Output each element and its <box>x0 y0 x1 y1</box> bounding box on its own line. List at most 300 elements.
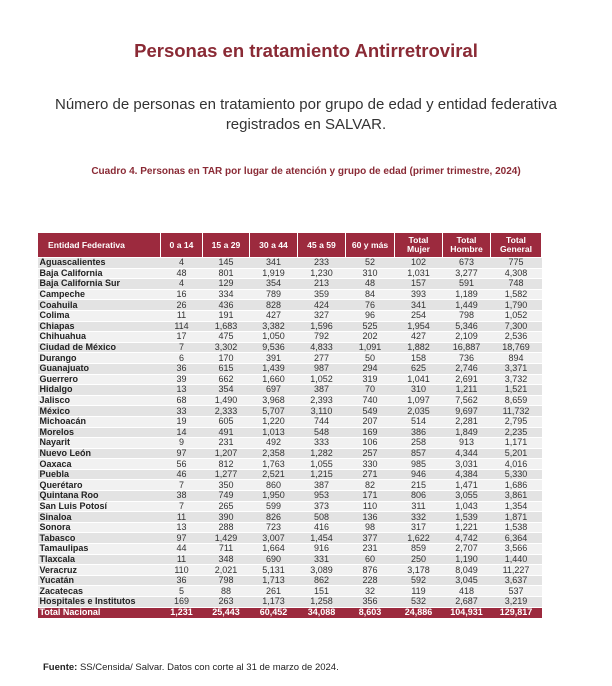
table-cell: 549 <box>346 406 395 417</box>
table-cell: 2,021 <box>203 565 250 576</box>
table-cell: 1,211 <box>443 385 491 396</box>
table-cell: 294 <box>346 363 395 374</box>
table-cell: 1,538 <box>491 522 542 533</box>
table-cell: 748 <box>491 279 542 290</box>
table-cell: 3,968 <box>250 395 298 406</box>
table-cell: 736 <box>443 353 491 364</box>
total-cell: 1,231 <box>161 607 203 618</box>
table-cell: 1,052 <box>298 374 346 385</box>
table-cell: 1,454 <box>298 533 346 544</box>
table-cell: 84 <box>346 289 395 300</box>
table-cell: 806 <box>395 491 443 502</box>
table-cell: 4,308 <box>491 268 542 279</box>
table-cell: 1,871 <box>491 512 542 523</box>
total-cell: 104,931 <box>443 607 491 618</box>
table-cell: 333 <box>298 438 346 449</box>
table-cell: 56 <box>161 459 203 470</box>
table-cell: 1,660 <box>250 374 298 385</box>
table-cell: 354 <box>203 385 250 396</box>
table-cell: 38 <box>161 491 203 502</box>
table-cell: 50 <box>346 353 395 364</box>
table-cell: 3,637 <box>491 575 542 586</box>
table-cell: 257 <box>346 448 395 459</box>
entity-name: Baja California <box>38 268 161 279</box>
table-cell: 2,746 <box>443 363 491 374</box>
table-cell: 1,449 <box>443 300 491 311</box>
table-cell: 6 <box>161 353 203 364</box>
table-row <box>38 565 542 576</box>
table-cell: 1,031 <box>395 268 443 279</box>
table-cell: 436 <box>203 300 250 311</box>
table-cell: 3,861 <box>491 491 542 502</box>
table-cell: 913 <box>443 438 491 449</box>
table-cell: 233 <box>298 258 346 269</box>
table-cell: 5,131 <box>250 565 298 576</box>
table-cell: 740 <box>346 395 395 406</box>
total-cell: 34,088 <box>298 607 346 618</box>
table-cell: 1,282 <box>298 448 346 459</box>
table-cell: 36 <box>161 575 203 586</box>
table-row <box>38 501 542 512</box>
table-cell: 354 <box>250 279 298 290</box>
entity-name: Coahuila <box>38 300 161 311</box>
table-row <box>38 544 542 555</box>
table-cell: 1,622 <box>395 533 443 544</box>
table-cell: 5,201 <box>491 448 542 459</box>
entity-name: Veracruz <box>38 565 161 576</box>
entity-name: Guanajuato <box>38 363 161 374</box>
table-cell: 3,277 <box>443 268 491 279</box>
table-cell: 514 <box>395 416 443 427</box>
header-45-59: 45 a 59 <box>298 233 346 258</box>
table-cell: 537 <box>491 586 542 597</box>
table-cell: 4 <box>161 279 203 290</box>
table-cell: 1,207 <box>203 448 250 459</box>
table-cell: 96 <box>346 310 395 321</box>
table-cell: 26 <box>161 300 203 311</box>
tar-table <box>37 232 542 618</box>
source-footnote <box>43 662 339 673</box>
table-cell: 169 <box>346 427 395 438</box>
table-row <box>38 480 542 491</box>
table-cell: 97 <box>161 533 203 544</box>
table-cell: 4 <box>161 258 203 269</box>
table-cell: 953 <box>298 491 346 502</box>
table-cell: 475 <box>203 332 250 343</box>
table-row <box>38 385 542 396</box>
table-cell: 215 <box>395 480 443 491</box>
header-60-mas: 60 y más <box>346 233 395 258</box>
table-cell: 191 <box>203 310 250 321</box>
table-cell: 311 <box>395 501 443 512</box>
table-cell: 5,346 <box>443 321 491 332</box>
entity-name: Morelos <box>38 427 161 438</box>
header-15-29: 15 a 29 <box>203 233 250 258</box>
table-cell: 491 <box>203 427 250 438</box>
table-cell: 39 <box>161 374 203 385</box>
table-cell: 110 <box>346 501 395 512</box>
table-cell: 532 <box>395 597 443 608</box>
entity-name: Hospitales e Institutos <box>38 597 161 608</box>
table-cell: 7 <box>161 480 203 491</box>
header-0-14: 0 a 14 <box>161 233 203 258</box>
table-cell: 2,333 <box>203 406 250 417</box>
table-cell: 711 <box>203 544 250 555</box>
table-cell: 258 <box>395 438 443 449</box>
entity-name: Guerrero <box>38 374 161 385</box>
table-cell: 341 <box>250 258 298 269</box>
table-cell: 11 <box>161 310 203 321</box>
table-cell: 1,882 <box>395 342 443 353</box>
table-cell: 1,439 <box>250 363 298 374</box>
entity-name: Querétaro <box>38 480 161 491</box>
table-cell: 3,219 <box>491 597 542 608</box>
table-cell: 231 <box>203 438 250 449</box>
table-cell: 1,354 <box>491 501 542 512</box>
total-cell: 8,603 <box>346 607 395 618</box>
table-cell: 390 <box>203 512 250 523</box>
table-cell: 3,031 <box>443 459 491 470</box>
table-cell: 170 <box>203 353 250 364</box>
table-cell: 157 <box>395 279 443 290</box>
entity-name: Hidalgo <box>38 385 161 396</box>
table-row <box>38 406 542 417</box>
table-cell: 202 <box>346 332 395 343</box>
table-cell: 592 <box>395 575 443 586</box>
table-cell: 798 <box>443 310 491 321</box>
table-cell: 228 <box>346 575 395 586</box>
table-cell: 97 <box>161 448 203 459</box>
table-cell: 7,300 <box>491 321 542 332</box>
table-row <box>38 491 542 502</box>
table-cell: 387 <box>298 385 346 396</box>
table-header-row <box>38 233 542 258</box>
table-body <box>38 258 542 608</box>
table-cell: 690 <box>250 554 298 565</box>
table-cell: 250 <box>395 554 443 565</box>
entity-name: Ciudad de México <box>38 342 161 353</box>
table-cell: 1,221 <box>443 522 491 533</box>
table-cell: 2,521 <box>250 469 298 480</box>
table-cell: 508 <box>298 512 346 523</box>
table-cell: 1,440 <box>491 554 542 565</box>
table-cell: 11,732 <box>491 406 542 417</box>
table-cell: 605 <box>203 416 250 427</box>
table-row <box>38 522 542 533</box>
table-cell: 723 <box>250 522 298 533</box>
table-cell: 916 <box>298 544 346 555</box>
table-cell: 263 <box>203 597 250 608</box>
table-cell: 427 <box>395 332 443 343</box>
table-cell: 373 <box>298 501 346 512</box>
entity-name: Jalisco <box>38 395 161 406</box>
table-cell: 1,013 <box>250 427 298 438</box>
table-cell: 11 <box>161 554 203 565</box>
table-cell: 330 <box>346 459 395 470</box>
table-cell: 231 <box>346 544 395 555</box>
table-cell: 1,173 <box>250 597 298 608</box>
table-cell: 859 <box>395 544 443 555</box>
table-cell: 271 <box>346 469 395 480</box>
table-row <box>38 268 542 279</box>
table-row <box>38 554 542 565</box>
table-cell: 277 <box>298 353 346 364</box>
table-cell: 9,697 <box>443 406 491 417</box>
table-cell: 88 <box>203 586 250 597</box>
table-cell: 1,190 <box>443 554 491 565</box>
table-cell: 265 <box>203 501 250 512</box>
table-cell: 985 <box>395 459 443 470</box>
table-cell: 673 <box>443 258 491 269</box>
table-cell: 4,344 <box>443 448 491 459</box>
table-row <box>38 469 542 480</box>
table-cell: 1,041 <box>395 374 443 385</box>
table-cell: 792 <box>298 332 346 343</box>
table-row <box>38 459 542 470</box>
table-cell: 987 <box>298 363 346 374</box>
table-cell: 2,795 <box>491 416 542 427</box>
table-cell: 46 <box>161 469 203 480</box>
table-cell: 110 <box>161 565 203 576</box>
table-cell: 828 <box>250 300 298 311</box>
table-cell: 3,302 <box>203 342 250 353</box>
table-cell: 254 <box>395 310 443 321</box>
table-cell: 744 <box>298 416 346 427</box>
table-cell: 1,220 <box>250 416 298 427</box>
table-cell: 2,235 <box>491 427 542 438</box>
table-cell: 697 <box>250 385 298 396</box>
table-cell: 310 <box>395 385 443 396</box>
entity-name: Chihuahua <box>38 332 161 343</box>
table-cell: 11 <box>161 512 203 523</box>
table-cell: 33 <box>161 406 203 417</box>
table-cell: 98 <box>346 522 395 533</box>
table-row <box>38 448 542 459</box>
table-cell: 13 <box>161 522 203 533</box>
header-total-general: Total General <box>491 233 542 258</box>
table-cell: 387 <box>298 480 346 491</box>
table-cell: 76 <box>346 300 395 311</box>
table-cell: 288 <box>203 522 250 533</box>
table-cell: 14 <box>161 427 203 438</box>
table-cell: 3,110 <box>298 406 346 417</box>
table-cell: 9 <box>161 438 203 449</box>
table-cell: 213 <box>298 279 346 290</box>
table-cell: 16,887 <box>443 342 491 353</box>
entity-name: Zacatecas <box>38 586 161 597</box>
table-cell: 1,429 <box>203 533 250 544</box>
header-total-hombre: Total Hombre <box>443 233 491 258</box>
total-row <box>38 607 542 618</box>
table-cell: 11,227 <box>491 565 542 576</box>
table-cell: 2,687 <box>443 597 491 608</box>
table-cell: 44 <box>161 544 203 555</box>
table-cell: 2,035 <box>395 406 443 417</box>
table-row <box>38 427 542 438</box>
table-cell: 876 <box>346 565 395 576</box>
table-row <box>38 438 542 449</box>
table-cell: 4,384 <box>443 469 491 480</box>
table-cell: 1,043 <box>443 501 491 512</box>
table-cell: 591 <box>443 279 491 290</box>
table-cell: 359 <box>298 289 346 300</box>
table-cell: 9,536 <box>250 342 298 353</box>
table-cell: 13 <box>161 385 203 396</box>
table-cell: 3,566 <box>491 544 542 555</box>
table-row <box>38 321 542 332</box>
table-cell: 2,109 <box>443 332 491 343</box>
table-cell: 106 <box>346 438 395 449</box>
table-cell: 1,582 <box>491 289 542 300</box>
total-label: Total Nacional <box>38 607 161 618</box>
table-cell: 1,055 <box>298 459 346 470</box>
table-cell: 1,230 <box>298 268 346 279</box>
table-cell: 4,833 <box>298 342 346 353</box>
table-cell: 1,849 <box>443 427 491 438</box>
table-cell: 7,562 <box>443 395 491 406</box>
table-cell: 6,364 <box>491 533 542 544</box>
entity-name: Nayarit <box>38 438 161 449</box>
entity-name: Yucatán <box>38 575 161 586</box>
table-cell: 2,707 <box>443 544 491 555</box>
table-row <box>38 363 542 374</box>
table-row <box>38 332 542 343</box>
entity-name: Michoacán <box>38 416 161 427</box>
table-cell: 525 <box>346 321 395 332</box>
table-cell: 424 <box>298 300 346 311</box>
table-cell: 492 <box>250 438 298 449</box>
entity-name: Tabasco <box>38 533 161 544</box>
table-cell: 2,536 <box>491 332 542 343</box>
table-cell: 860 <box>250 480 298 491</box>
table-cell: 7 <box>161 342 203 353</box>
entity-name: Tamaulipas <box>38 544 161 555</box>
table-row <box>38 512 542 523</box>
table-row <box>38 300 542 311</box>
table-cell: 2,393 <box>298 395 346 406</box>
table-cell: 749 <box>203 491 250 502</box>
table-cell: 48 <box>346 279 395 290</box>
table-cell: 548 <box>298 427 346 438</box>
table-cell: 662 <box>203 374 250 385</box>
table-cell: 1,539 <box>443 512 491 523</box>
table-cell: 862 <box>298 575 346 586</box>
table-row <box>38 374 542 385</box>
total-cell: 24,886 <box>395 607 443 618</box>
entity-name: Puebla <box>38 469 161 480</box>
table-cell: 158 <box>395 353 443 364</box>
table-row <box>38 279 542 290</box>
table-cell: 169 <box>161 597 203 608</box>
table-cell: 1,258 <box>298 597 346 608</box>
table-cell: 1,171 <box>491 438 542 449</box>
table-cell: 3,371 <box>491 363 542 374</box>
table-cell: 52 <box>346 258 395 269</box>
table-cell: 1,664 <box>250 544 298 555</box>
table-row <box>38 586 542 597</box>
table-cell: 16 <box>161 289 203 300</box>
table-row <box>38 258 542 269</box>
table-cell: 3,007 <box>250 533 298 544</box>
table-cell: 348 <box>203 554 250 565</box>
table-cell: 1,050 <box>250 332 298 343</box>
table-cell: 32 <box>346 586 395 597</box>
table-cell: 416 <box>298 522 346 533</box>
page-subtitle: Número de personas en tratamiento por grupo de edad y entidad federativa registrados en SALVAR. <box>55 96 557 133</box>
header-entidad: Entidad Federativa <box>38 233 161 258</box>
table-cell: 2,358 <box>250 448 298 459</box>
total-cell: 129,817 <box>491 607 542 618</box>
table-cell: 4,742 <box>443 533 491 544</box>
entity-name: Chiapas <box>38 321 161 332</box>
table-cell: 261 <box>250 586 298 597</box>
table-cell: 7 <box>161 501 203 512</box>
table-cell: 2,281 <box>443 416 491 427</box>
table-cell: 857 <box>395 448 443 459</box>
table-cell: 8,049 <box>443 565 491 576</box>
table-row <box>38 597 542 608</box>
table-cell: 427 <box>250 310 298 321</box>
entity-name: Sinaloa <box>38 512 161 523</box>
table-cell: 1,215 <box>298 469 346 480</box>
table-cell: 331 <box>298 554 346 565</box>
entity-name: Baja California Sur <box>38 279 161 290</box>
total-cell: 25,443 <box>203 607 250 618</box>
table-cell: 826 <box>250 512 298 523</box>
entity-name: Colima <box>38 310 161 321</box>
total-cell: 60,452 <box>250 607 298 618</box>
table-cell: 129 <box>203 279 250 290</box>
table-cell: 317 <box>395 522 443 533</box>
table-cell: 3,089 <box>298 565 346 576</box>
table-cell: 119 <box>395 586 443 597</box>
entity-name: San Luis Potosí <box>38 501 161 512</box>
table-cell: 8,659 <box>491 395 542 406</box>
table-row <box>38 533 542 544</box>
table-cell: 319 <box>346 374 395 385</box>
table-caption: Cuadro 4. Personas en TAR por lugar de atención y grupo de edad (primer trimestre, 2024) <box>91 166 521 177</box>
table-cell: 310 <box>346 268 395 279</box>
table-cell: 2,691 <box>443 374 491 385</box>
entity-name: Sonora <box>38 522 161 533</box>
table-cell: 1,052 <box>491 310 542 321</box>
table-row <box>38 575 542 586</box>
table-cell: 1,471 <box>443 480 491 491</box>
table-cell: 1,091 <box>346 342 395 353</box>
table-cell: 391 <box>250 353 298 364</box>
table-cell: 393 <box>395 289 443 300</box>
table-cell: 48 <box>161 268 203 279</box>
footnote-text: SS/Censida/ Salvar. Datos con corte al 31 de marzo de 2024. <box>77 662 339 673</box>
table-cell: 946 <box>395 469 443 480</box>
table-cell: 151 <box>298 586 346 597</box>
table-cell: 350 <box>203 480 250 491</box>
table-cell: 775 <box>491 258 542 269</box>
footnote-label: Fuente: <box>43 662 78 673</box>
table-cell: 1,790 <box>491 300 542 311</box>
table-cell: 4,016 <box>491 459 542 470</box>
table-cell: 356 <box>346 597 395 608</box>
table-cell: 3,178 <box>395 565 443 576</box>
table-row <box>38 342 542 353</box>
table-cell: 18,769 <box>491 342 542 353</box>
table-cell: 327 <box>298 310 346 321</box>
table-cell: 1,490 <box>203 395 250 406</box>
table-cell: 894 <box>491 353 542 364</box>
table-cell: 341 <box>395 300 443 311</box>
table-cell: 3,382 <box>250 321 298 332</box>
entity-name: México <box>38 406 161 417</box>
